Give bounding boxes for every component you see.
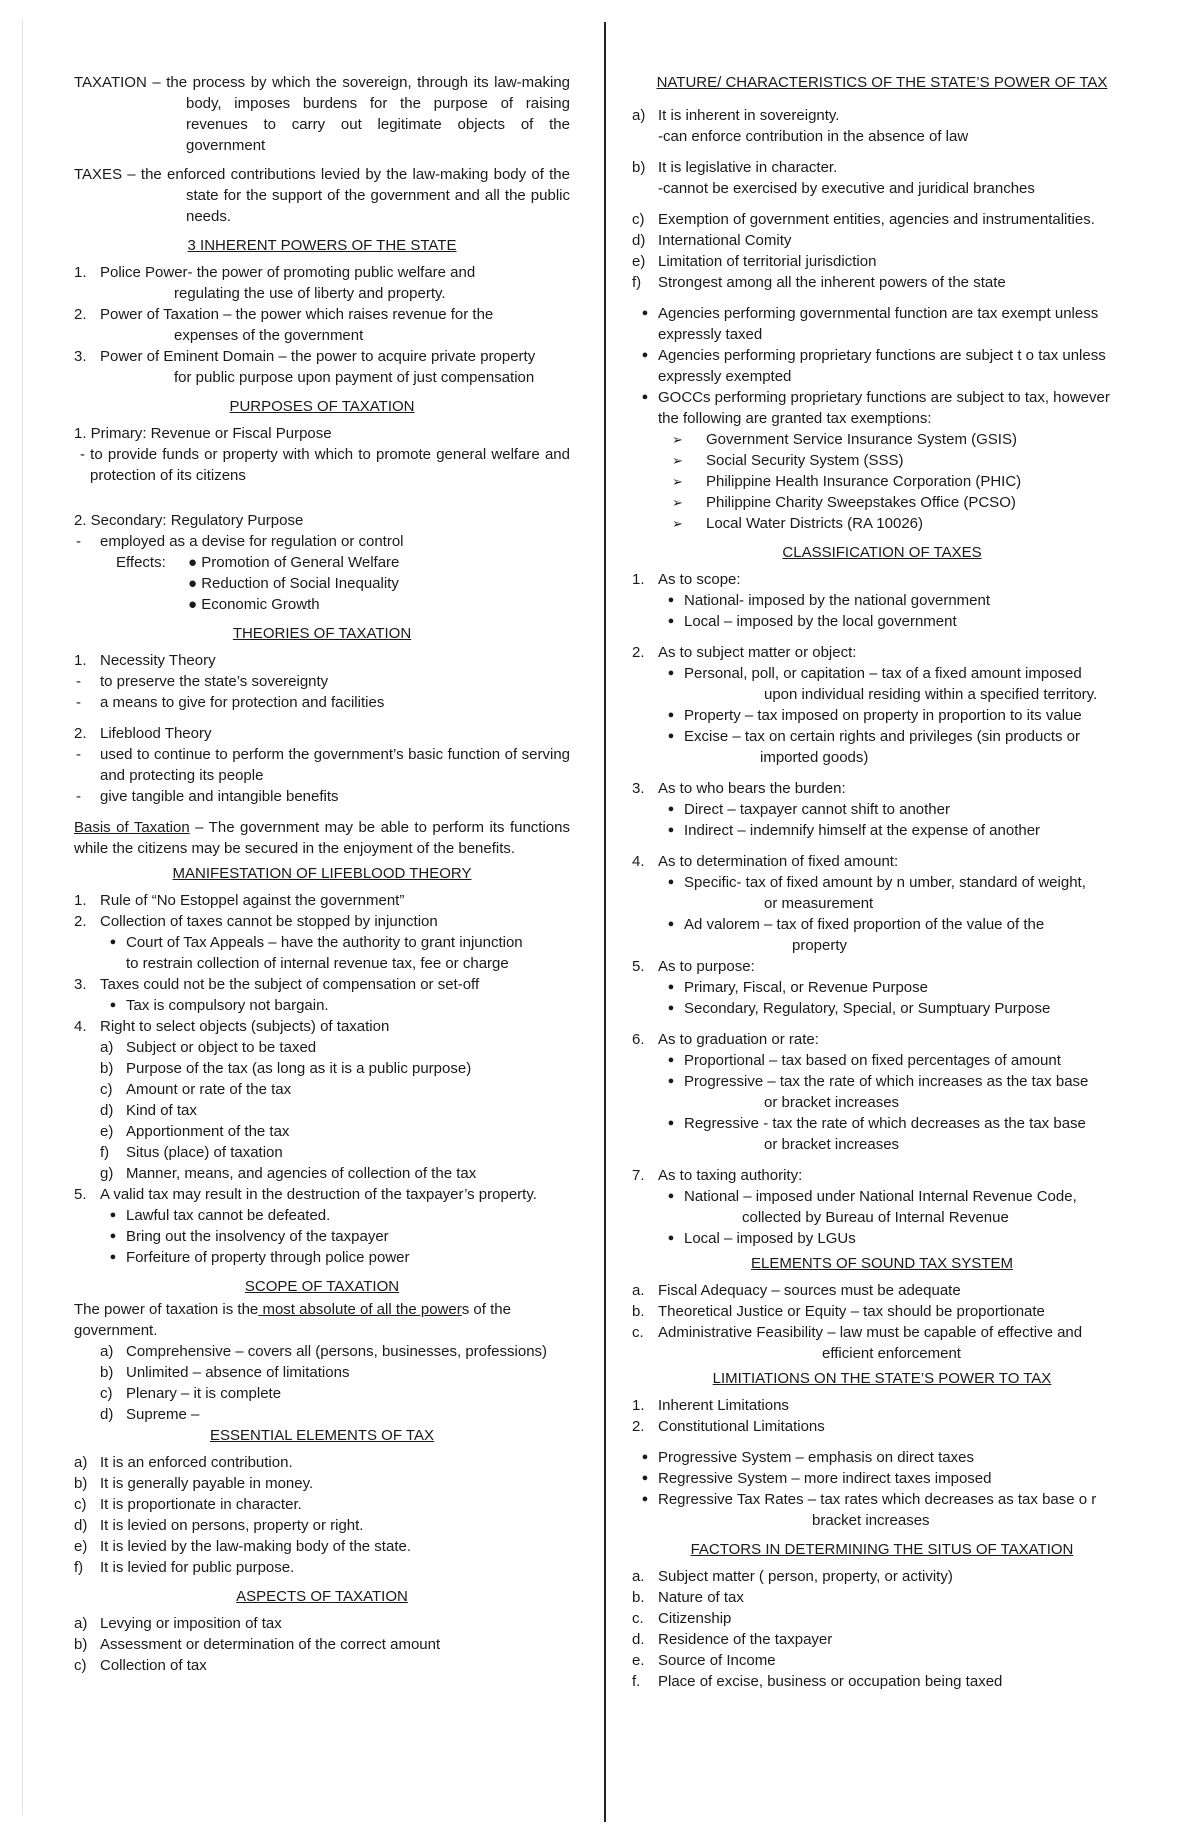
list-item: ● Personal, poll, or capitation – tax of a fixed amount imposed xyxy=(667,665,1082,682)
list-item: b) It is legislative in character. xyxy=(632,159,838,176)
list-item: b) It is generally payable in money. xyxy=(74,1475,314,1492)
page-edge xyxy=(22,20,23,1815)
bullet-icon: ● xyxy=(641,349,649,361)
secondary-purpose-desc-row: - employed as a devise for regulation or control xyxy=(74,531,570,552)
powers-heading: 3 INHERENT POWERS OF THE STATE xyxy=(187,237,457,254)
list-item: ● Progressive System – emphasis on direct taxes xyxy=(632,1447,1132,1468)
arrow-bullet-icon: ➢ xyxy=(672,432,683,447)
list-item: b) Assessment or determination of the correct amount xyxy=(74,1636,441,1653)
list-item: ● Excise – tax on certain rights and privileges (sin products or xyxy=(667,728,1081,745)
list-item: ● Tax is compulsory not bargain. xyxy=(109,997,329,1014)
bullet-icon: ● xyxy=(641,391,649,403)
scope-heading: SCOPE OF TAXATION xyxy=(244,1278,400,1295)
list-item: b. Nature of tax xyxy=(632,1589,744,1606)
list-item: c. Administrative Feasibility – law must be capable of effective and xyxy=(632,1324,1083,1341)
list-item: d) Kind of tax xyxy=(100,1102,197,1119)
list-item: f) Situs (place) of taxation xyxy=(100,1144,283,1161)
basis-of-taxation: Basis of Taxation – The government may be able to perform its functions while the citizens may be secured in the enjoyment of the benefits. xyxy=(74,819,570,857)
list-item: ● Lawful tax cannot be defeated. xyxy=(74,1205,570,1226)
list-item: ● Bring out the insolvency of the taxpayer xyxy=(74,1226,570,1247)
list-item: ➢ Government Service Insurance System (GSIS) xyxy=(672,431,1017,448)
classification-heading: CLASSIFICATION OF TAXES xyxy=(782,544,982,561)
system-bullets xyxy=(632,1447,1132,1510)
left-column xyxy=(74,72,570,1676)
list-item-cont: bracket increases xyxy=(812,1512,930,1529)
scope-list xyxy=(74,1341,570,1425)
list-item: b. Theoretical Justice or Equity – tax should be proportionate xyxy=(632,1303,1045,1320)
bullet-icon: ● xyxy=(641,1493,649,1505)
list-item: e. Source of Income xyxy=(632,1652,776,1669)
list-item: ● Agencies performing proprietary functions are subject t o tax unless expressly exempted xyxy=(632,345,1132,387)
theories-heading: THEORIES OF TAXATION xyxy=(232,625,412,642)
primary-purpose-desc: - to provide funds or property with which to promote general welfare and protection of its citizens xyxy=(80,446,570,484)
list-item: 2. Constitutional Limitations xyxy=(632,1418,825,1435)
effect-item: ● Promotion of General Welfare xyxy=(188,554,400,571)
sound-list xyxy=(632,1280,1132,1343)
powers-list xyxy=(74,262,570,388)
list-item: ● Direct – taxpayer cannot shift to another xyxy=(667,801,950,818)
list-item: ● Regressive System – more indirect taxes imposed xyxy=(632,1468,1132,1489)
purposes-heading: PURPOSES OF TAXATION xyxy=(229,398,415,415)
list-item: c) Amount or rate of the tax xyxy=(100,1081,292,1098)
list-item-cont: or measurement xyxy=(764,895,874,912)
list-item: 6. As to graduation or rate: xyxy=(632,1031,819,1048)
list-item: a. Subject matter ( person, property, or activity) xyxy=(632,1568,953,1585)
list-item: ● Regressive - tax the rate of which decreases as the tax base xyxy=(667,1115,1086,1132)
list-item: 1. Police Power- the power of promoting public welfare and xyxy=(74,264,476,281)
list-item-cont: for public purpose upon payment of just compensation xyxy=(174,369,535,386)
bullet-icon: ● xyxy=(109,1209,117,1221)
list-item: e) It is levied by the law-making body of the state. xyxy=(74,1538,411,1555)
aspects-list xyxy=(74,1613,570,1676)
list-item: 2. Lifeblood Theory xyxy=(74,723,570,744)
manifestation-heading: MANIFESTATION OF LIFEBLOOD THEORY xyxy=(172,865,472,882)
list-item: a) It is an enforced contribution. xyxy=(74,1454,293,1471)
list-item: ● Forfeiture of property through police power xyxy=(74,1247,570,1268)
exemptions-list xyxy=(632,429,1132,534)
list-item: ● Court of Tax Appeals – have the authority to grant injunction xyxy=(109,934,523,951)
list-item: 3. As to who bears the burden: xyxy=(632,780,846,797)
list-item: a) Levying or imposition of tax xyxy=(74,1615,282,1632)
list-item: 7. As to taxing authority: xyxy=(632,1167,803,1184)
right-column xyxy=(632,72,1132,1692)
list-item: c) Plenary – it is complete xyxy=(100,1385,282,1402)
limitations-list xyxy=(632,1395,1132,1437)
selection-list xyxy=(74,1037,570,1184)
list-item: ➢ Local Water Districts (RA 10026) xyxy=(672,515,924,532)
bullet-icon: ● xyxy=(109,1230,117,1242)
list-item: b) Unlimited – absence of limitations xyxy=(100,1364,350,1381)
list-item: 4. Right to select objects (subjects) of taxation xyxy=(74,1018,390,1035)
secondary-purpose-title: 2. Secondary: Regulatory Purpose xyxy=(74,512,304,529)
list-item: 3. Power of Eminent Domain – the power to acquire private property xyxy=(74,348,536,365)
list-item: 1. Necessity Theory xyxy=(74,650,570,671)
list-item: c) Exemption of government entities, agencies and instrumentalities. xyxy=(632,211,1095,228)
list-item: - used to continue to perform the government’s basic function of serving and protecting its people xyxy=(76,746,570,784)
list-item: 2. Power of Taxation – the power which raises revenue for the xyxy=(74,306,494,323)
list-item: 2. As to subject matter or object: xyxy=(632,644,857,661)
list-item: 5. A valid tax may result in the destruction of the taxpayer’s property. xyxy=(74,1186,537,1203)
list-item: ● Indirect – indemnify himself at the expense of another xyxy=(667,822,1041,839)
essential-list xyxy=(74,1452,570,1578)
list-item: ➢ Social Security System (SSS) xyxy=(672,452,904,469)
essential-heading: ESSENTIAL ELEMENTS OF TAX xyxy=(210,1427,434,1444)
arrow-bullet-icon: ➢ xyxy=(672,516,683,531)
taxes-definition: TAXES – the enforced contributions levied by the law-making body of the state for the support of the government and all the public needs. xyxy=(74,166,570,225)
list-item: a) Comprehensive – covers all (persons, businesses, professions) xyxy=(100,1343,548,1360)
list-item: d) International Comity xyxy=(632,232,792,249)
list-item: ● Regressive Tax Rates – tax rates which decreases as tax base o r xyxy=(632,1489,1132,1510)
list-item: d) It is levied on persons, property or right. xyxy=(74,1517,364,1534)
list-item: e) Limitation of territorial jurisdiction xyxy=(632,253,877,270)
list-item-cont: collected by Bureau of Internal Revenue xyxy=(742,1209,1009,1226)
list-item: g) Manner, means, and agencies of collection of the tax xyxy=(100,1165,477,1182)
list-item: 5. As to purpose: xyxy=(632,958,755,975)
list-item-cont: imported goods) xyxy=(760,749,869,766)
bullet-icon: ● xyxy=(641,1451,649,1463)
lifeblood-theory-title: Lifeblood Theory xyxy=(100,725,212,742)
list-item: a) Subject or object to be taxed xyxy=(100,1039,317,1056)
bullet-icon: ● xyxy=(109,1251,117,1263)
list-item-cont: to restrain collection of internal revenue tax, fee or charge xyxy=(126,955,509,972)
bullet-icon: ● xyxy=(641,307,649,319)
list-item: a. Fiscal Adequacy – sources must be adequate xyxy=(632,1282,961,1299)
list-item: f. Place of excise, business or occupation being taxed xyxy=(632,1673,1003,1690)
list-item-cont: or bracket increases xyxy=(764,1136,900,1153)
list-item-cont: efficient enforcement xyxy=(822,1345,961,1362)
list-item: 3. Taxes could not be the subject of compensation or set-off xyxy=(74,976,480,993)
list-item: ● Ad valorem – tax of fixed proportion of the value of the xyxy=(667,916,1045,933)
list-item: e) Apportionment of the tax xyxy=(100,1123,290,1140)
nature-list xyxy=(632,209,1132,293)
list-item-cont: expenses of the government xyxy=(174,327,364,344)
list-item: 2. Collection of taxes cannot be stopped by injunction xyxy=(74,913,438,930)
list-item: ● Proportional – tax based on fixed percentages of amount xyxy=(667,1052,1061,1069)
list-item: ● Specific- tax of fixed amount by n umber, standard of weight, xyxy=(667,874,1086,891)
list-item: 1. As to scope: xyxy=(632,571,741,588)
situs-heading: FACTORS IN DETERMINING THE SITUS OF TAXATION xyxy=(690,1541,1074,1558)
taxation-definition: TAXATION – the process by which the sovereign, through its law-making body, imposes burdens for the purpose of raising revenues to carry out legitimate objects of the government xyxy=(74,74,570,154)
primary-purpose-title: 1. Primary: Revenue or Fiscal Purpose xyxy=(74,425,332,442)
list-item-cont: -cannot be exercised by executive and juridical branches xyxy=(658,180,1035,197)
list-item: f) Strongest among all the inherent powers of the state xyxy=(632,274,1006,291)
list-item: f) It is levied for public purpose. xyxy=(74,1559,295,1576)
list-item: ● Property – tax imposed on property in proportion to its value xyxy=(667,707,1082,724)
situs-list xyxy=(632,1566,1132,1692)
list-item: ● Secondary, Regulatory, Special, or Sumptuary Purpose xyxy=(667,1000,1051,1017)
effects-row xyxy=(74,552,570,573)
list-item-cont: or bracket increases xyxy=(764,1094,900,1111)
list-item: ➢ Philippine Health Insurance Corporation (PHIC) xyxy=(672,473,1022,490)
list-item: ● National – imposed under National Internal Revenue Code, xyxy=(667,1188,1077,1205)
list-item-cont: upon individual residing within a specified territory. xyxy=(764,686,1098,703)
list-item-cont: regulating the use of liberty and property. xyxy=(174,285,446,302)
secondary-purpose-desc: employed as a devise for regulation or control xyxy=(100,533,404,550)
list-item-cont: -can enforce contribution in the absence of law xyxy=(658,128,969,145)
list-item: 4. As to determination of fixed amount: xyxy=(632,853,899,870)
arrow-bullet-icon: ➢ xyxy=(672,453,683,468)
list-item: ➢ Philippine Charity Sweepstakes Office (PCSO) xyxy=(672,494,1016,511)
effects-label: Effects: xyxy=(116,554,166,571)
list-item: - a means to give for protection and facilities xyxy=(76,694,385,711)
list-item: c) It is proportionate in character. xyxy=(74,1496,302,1513)
list-item: - to preserve the state’s sovereignty xyxy=(76,673,329,690)
effect-item: ● Economic Growth xyxy=(188,596,320,613)
list-item: ● National- imposed by the national government xyxy=(667,592,991,609)
destruction-bullets xyxy=(74,1205,570,1268)
list-item: c. Citizenship xyxy=(632,1610,732,1627)
bullet-icon: ● xyxy=(641,1472,649,1484)
list-item: 1. Rule of “No Estoppel against the government” xyxy=(74,892,405,909)
list-item: ● GOCCs performing proprietary functions are subject to tax, however the following are granted tax exemptions: xyxy=(632,387,1132,429)
column-divider xyxy=(604,22,606,1822)
scope-text: The power of taxation is the most absolute of all the powers of the government. xyxy=(74,1301,511,1339)
nature-heading: NATURE/ CHARACTERISTICS OF THE STATE’S POWER OF TAX xyxy=(656,74,1108,91)
sound-heading: ELEMENTS OF SOUND TAX SYSTEM xyxy=(751,1255,1013,1272)
list-item: ● Local – imposed by LGUs xyxy=(667,1230,856,1247)
arrow-bullet-icon: ➢ xyxy=(672,474,683,489)
list-item-cont: property xyxy=(792,937,848,954)
aspects-heading: ASPECTS OF TAXATION xyxy=(236,1588,408,1605)
list-item: ● Progressive – tax the rate of which increases as the tax base xyxy=(667,1073,1089,1090)
agency-bullets xyxy=(632,303,1132,429)
list-item: c) Collection of tax xyxy=(74,1657,207,1674)
list-item: - give tangible and intangible benefits xyxy=(76,788,339,805)
list-item: d) Supreme – xyxy=(100,1406,200,1423)
list-item: ● Primary, Fiscal, or Revenue Purpose xyxy=(667,979,928,996)
list-item: ● Local – imposed by the local government xyxy=(667,613,957,630)
list-item: b) Purpose of the tax (as long as it is a public purpose) xyxy=(100,1060,472,1077)
arrow-bullet-icon: ➢ xyxy=(672,495,683,510)
effect-item: ● Reduction of Social Inequality xyxy=(188,575,399,592)
list-item: d. Residence of the taxpayer xyxy=(632,1631,833,1648)
list-item: ● Agencies performing governmental function are tax exempt unless expressly taxed xyxy=(632,303,1132,345)
list-item: a) It is inherent in sovereignty. xyxy=(632,107,840,124)
limitations-heading: LIMITIATIONS ON THE STATE’S POWER TO TAX xyxy=(712,1370,1052,1387)
necessity-theory-title: Necessity Theory xyxy=(100,652,216,669)
list-item: 1. Inherent Limitations xyxy=(632,1397,789,1414)
